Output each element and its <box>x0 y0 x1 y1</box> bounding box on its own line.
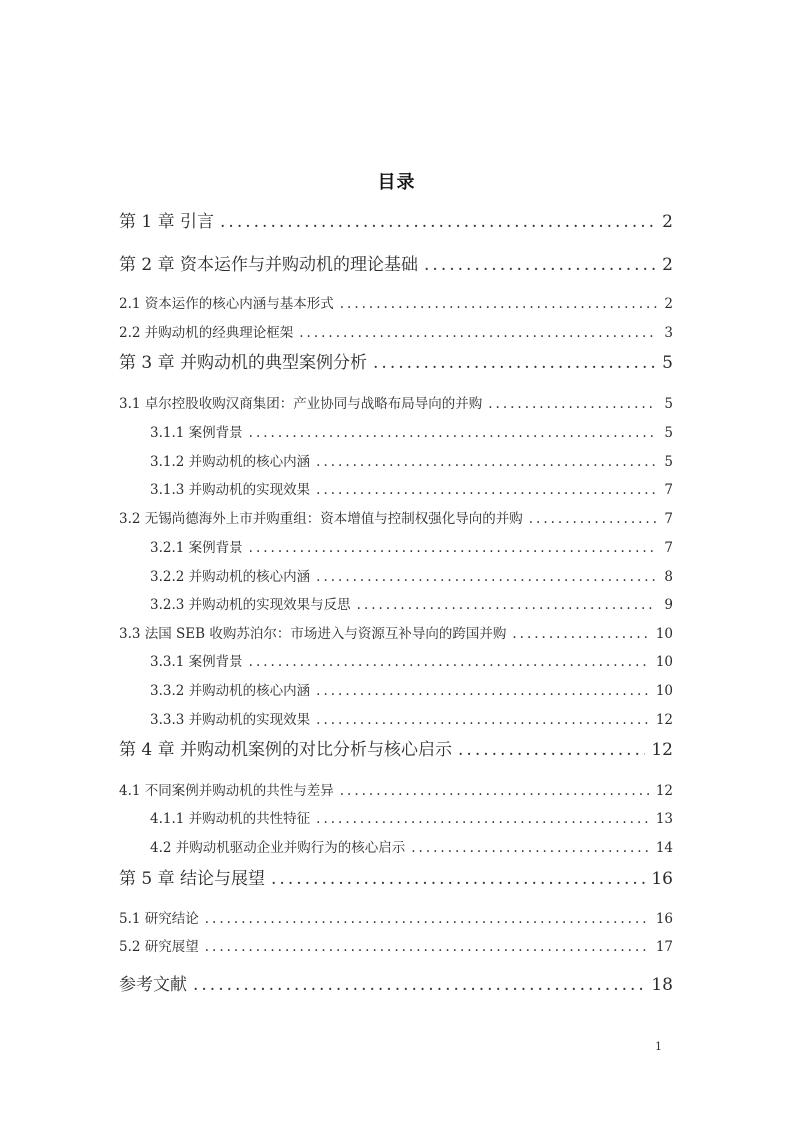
toc-dot-leader <box>271 869 645 889</box>
toc-entry-label: 3.1 卓尔控股收购汉商集团：产业协同与战略布局导向的并购 <box>119 396 483 412</box>
toc-dot-leader <box>411 840 650 856</box>
toc-dot-leader <box>299 325 657 341</box>
toc-entry-page: 10 <box>655 683 673 699</box>
toc-entry-page: 2 <box>664 296 673 312</box>
toc-entry-section-5-1[interactable] <box>119 907 673 927</box>
toc-entry-page: 7 <box>664 540 673 556</box>
toc-entry-label: 3.3.2 并购动机的核心内涵 <box>150 683 311 699</box>
toc-entry-page: 17 <box>655 939 673 955</box>
toc-entry-label: 3.2.1 案例背景 <box>150 540 243 556</box>
toc-entry-page: 14 <box>655 840 673 856</box>
toc-entry-chapter-1[interactable] <box>119 207 673 233</box>
toc-entry-section-4-2[interactable] <box>119 836 673 856</box>
toc-entry-page: 8 <box>664 569 673 585</box>
toc-entry-section-3-1-3[interactable] <box>119 478 673 498</box>
toc-dot-leader <box>249 425 657 441</box>
toc-title: 目录 <box>377 172 416 193</box>
toc-dot-leader <box>249 540 657 556</box>
toc-entry-page: 18 <box>651 975 673 995</box>
toc-entry-section-3-3-3[interactable] <box>119 708 673 728</box>
toc-entry-page: 16 <box>651 869 673 889</box>
toc-entry-label: 3.3 法国 SEB 收购苏泊尔：市场进入与资源互补导向的跨国并购 <box>119 626 507 642</box>
toc-entry-label: 3.3.1 案例背景 <box>150 654 243 670</box>
toc-entry-section-4-1[interactable] <box>119 779 673 799</box>
toc-entry-label: 5.2 研究展望 <box>119 939 199 955</box>
toc-entry-page: 5 <box>664 425 673 441</box>
toc-entry-page: 2 <box>662 212 673 232</box>
toc-dot-leader <box>316 683 650 699</box>
toc-entry-chapter-3[interactable] <box>119 348 673 374</box>
toc-entry-section-3-1-1[interactable] <box>119 421 673 441</box>
toc-entry-label: 3.2 无锡尚德海外上市并购重组：资本增值与控制权强化导向的并购 <box>119 511 523 527</box>
toc-entry-chapter-5[interactable] <box>119 864 673 890</box>
toc-entry-section-3-3-2[interactable] <box>119 679 673 699</box>
toc-entry-label: 第 2 章 资本运作与并购动机的理论基础 <box>119 255 419 275</box>
toc-dot-leader <box>316 482 657 498</box>
toc-entry-page: 9 <box>664 597 673 613</box>
toc-dot-leader <box>340 783 650 799</box>
toc-entry-label: 4.1 不同案例并购动机的共性与差异 <box>119 783 334 799</box>
toc-entry-page: 12 <box>655 712 673 728</box>
toc-entry-page: 7 <box>664 511 673 527</box>
toc-dot-leader <box>424 255 656 275</box>
toc-entry-section-3-3[interactable] <box>119 622 673 642</box>
toc-entry-page: 12 <box>655 783 673 799</box>
toc-entry-label: 参考文献 <box>119 975 187 995</box>
toc-entry-chapter-4[interactable] <box>119 735 673 761</box>
toc-entry-page: 3 <box>664 325 673 341</box>
toc-dot-leader <box>316 569 657 585</box>
toc-dot-leader <box>316 712 650 728</box>
toc-entry-page: 7 <box>664 482 673 498</box>
toc-dot-leader <box>316 454 657 470</box>
toc-dot-leader <box>340 296 657 312</box>
toc-entry-references[interactable] <box>119 970 673 996</box>
toc-entry-label: 第 3 章 并购动机的典型案例分析 <box>119 353 368 373</box>
toc-entry-section-3-1-2[interactable] <box>119 450 673 470</box>
toc-entry-section-2-2[interactable] <box>119 321 673 341</box>
toc-entry-section-5-2[interactable] <box>119 935 673 955</box>
toc-entry-section-3-1[interactable] <box>119 392 673 412</box>
toc-entry-chapter-2[interactable] <box>119 250 673 276</box>
toc-entry-section-4-1-1[interactable] <box>119 807 673 827</box>
toc-dot-leader <box>249 654 650 670</box>
toc-entry-page: 13 <box>655 811 673 827</box>
toc-entry-section-2-1[interactable] <box>119 292 673 312</box>
toc-entry-section-3-2-1[interactable] <box>119 536 673 556</box>
toc-entry-label: 3.3.3 并购动机的实现效果 <box>150 712 311 728</box>
toc-entry-label: 第 1 章 引言 <box>119 212 215 232</box>
toc-entry-page: 2 <box>662 255 673 275</box>
toc-entry-section-3-2-3[interactable] <box>119 593 673 613</box>
toc-entry-label: 3.1.2 并购动机的核心内涵 <box>150 454 311 470</box>
toc-dot-leader <box>220 212 656 232</box>
page-number: 1 <box>655 1040 662 1053</box>
toc-dot-leader <box>373 353 656 373</box>
toc-entry-label: 第 4 章 并购动机案例的对比分析与核心启示 <box>119 740 453 760</box>
toc-entry-label: 5.1 研究结论 <box>119 911 199 927</box>
toc-entry-label: 3.2.2 并购动机的核心内涵 <box>150 569 311 585</box>
toc-dot-leader <box>488 396 657 412</box>
toc-entry-label: 2.2 并购动机的经典理论框架 <box>119 325 294 341</box>
toc-entry-page: 12 <box>651 740 673 760</box>
toc-entry-label: 3.2.3 并购动机的实现效果与反思 <box>150 597 351 613</box>
toc-dot-leader <box>529 511 657 527</box>
toc-entry-page: 16 <box>655 911 673 927</box>
toc-entry-label: 4.2 并购动机驱动企业并购行为的核心启示 <box>150 840 406 856</box>
toc-entry-section-3-2[interactable] <box>119 507 673 527</box>
toc-dot-leader <box>205 911 650 927</box>
toc-dot-leader <box>193 975 645 995</box>
toc-entry-section-3-2-2[interactable] <box>119 565 673 585</box>
toc-entry-page: 10 <box>655 626 673 642</box>
toc-dot-leader <box>205 939 650 955</box>
toc-dot-leader <box>316 811 650 827</box>
toc-entry-page: 5 <box>662 353 673 373</box>
toc-dot-leader <box>357 597 657 613</box>
toc-entry-page: 5 <box>664 396 673 412</box>
toc-dot-leader <box>458 740 645 760</box>
toc-entry-label: 3.1.3 并购动机的实现效果 <box>150 482 311 498</box>
toc-entry-label: 4.1.1 并购动机的共性特征 <box>150 811 311 827</box>
toc-entry-label: 第 5 章 结论与展望 <box>119 869 266 889</box>
toc-entry-page: 10 <box>655 654 673 670</box>
toc-entry-section-3-3-1[interactable] <box>119 650 673 670</box>
toc-entry-label: 2.1 资本运作的核心内涵与基本形式 <box>119 296 334 312</box>
toc-dot-leader <box>512 626 649 642</box>
toc-entry-label: 3.1.1 案例背景 <box>150 425 243 441</box>
toc-entry-page: 5 <box>664 454 673 470</box>
